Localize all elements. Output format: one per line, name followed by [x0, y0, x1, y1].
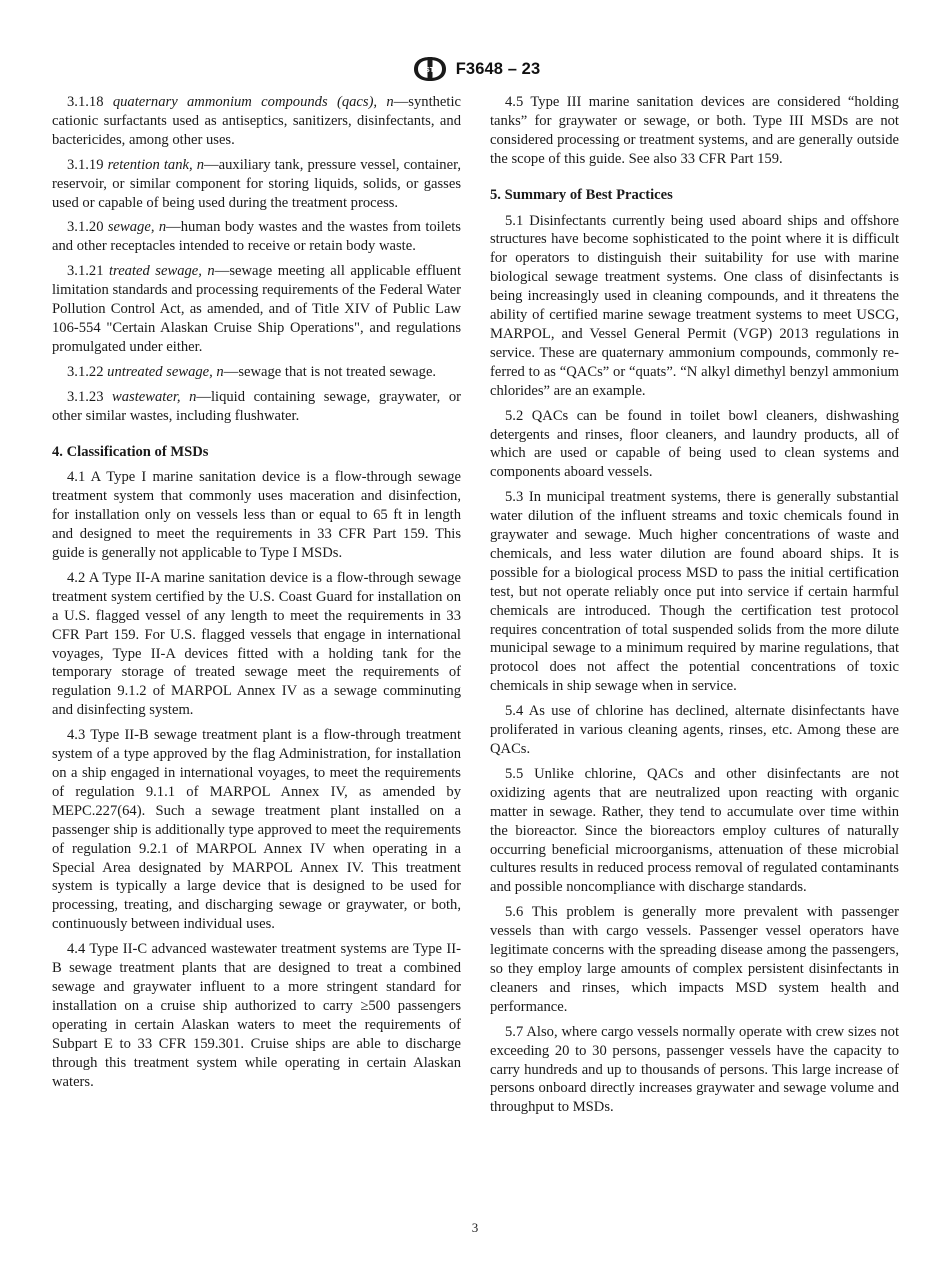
paragraph-number: 5.3: [505, 489, 524, 506]
paragraph-number: 4.5: [505, 94, 524, 110]
paragraph-text: Type II-C advanced wastewater treatment systems are Type II-B sewage treatment plants that are designed to treat a combined sewage and graywater influent to a more stringent standard for installation on a cruise ship authorized to carry ≥500 passengers operating in certain Alaskan waters to meet the requirements of Subpart E to 33 CFR 159.301. Cruise ships are able to discharge through this treatment system while operating in certain Alaskan waters.: [52, 941, 461, 1090]
paragraph-text: —synthetic cationic surfactants used as antiseptics, sanitizers, disinfectants, and bactericides, among other uses.: [52, 94, 461, 148]
paragraph-number: 3.1.18: [67, 94, 104, 110]
paragraph-text: A Type II-A marine sanitation device is a flow-through sewage treatment system certified by the U.S. Coast Guard for installation on a U.S. flagged vessel of any length to meet the requirements in 33 CFR Part 159. For U.S. flagged vessels that engage in international voyages, Type II-A devices fitted with a holding tank for the temporary storage of treated sewage meet the requirements of regulation 9.1.2 of MARPOL Annex IV as a sewage comminuting and disinfecting system.: [52, 569, 461, 719]
paragraph-number: 5.7: [505, 1023, 524, 1040]
defined-term: quaternary ammonium compounds (qacs), n: [112, 94, 394, 110]
section-paragraph: [52, 726, 461, 934]
section-paragraph: [490, 903, 899, 1016]
paragraph-number: 4.3: [67, 727, 86, 744]
section-paragraph: [490, 488, 899, 696]
definition-paragraph: [52, 93, 461, 150]
paragraph-text: As use of chlorine has declined, alternate disinfectants have proliferated in various cleaning agents, rinses, etc. Among these are QACs.: [490, 703, 900, 757]
section-paragraph: [490, 1023, 899, 1118]
section-paragraph: [52, 940, 461, 1091]
defined-term: wastewater, n: [112, 388, 197, 405]
standard-designation: F3648 – 23: [455, 59, 541, 78]
section-paragraph: [52, 468, 461, 563]
paragraph-number: 5.2: [505, 407, 524, 424]
section-paragraph: [490, 702, 899, 759]
left-column: [52, 93, 461, 1097]
paragraph-number: 5.4: [505, 703, 524, 720]
paragraph-text: —human body wastes and the wastes from toilets and other receptacles intended to receive or retain body waste.: [52, 219, 461, 255]
defined-term: untreated sewage, n: [107, 363, 224, 380]
paragraph-number: 5.1: [505, 212, 524, 229]
definition-paragraph: [52, 156, 461, 213]
paragraph-number: 4.1: [67, 469, 86, 486]
definition-paragraph: [52, 218, 461, 256]
paragraph-text: Disinfectants currently being used aboard ships and offshore structures have become sophisticated to the point where it is difficult for operators to distinguish their suitability for use with marine biological sewage treatment systems. One class of disinfectants is being increasingly used in cleaning compounds, and it threatens the ability of certified marine sewage treatment systems to meet USCG, MARPOL, and Vessel General Permit (VGP) 2013 regulations in service. These are quaternary ammonium compounds, commonly referred to as “QACs” or “quats”. “N alkyl dimethyl benzyl ammonium chlorides” are an example.: [490, 212, 899, 399]
section-paragraph: [490, 93, 899, 169]
paragraph-text: In municipal treatment systems, there is generally substantial water dilution of the influent streams and toxic chemicals found in graywater and sewage. Much higher concentrations of waste and chemicals, and less water dilution are found aboard ships. It is possible for a biological process MSD to pass the initial certification test, but not operate reliably once put into service if certain harmful chemicals are introduced. Though the certification test protocol requires concentration of total suspended solids from the more dilute municipal sewage to a minimum required by marine regulations, that protocol does not affect the potential concentrations of toxic chemicals in ship sewage when in service.: [490, 489, 899, 695]
paragraph-text: A Type I marine sanitation device is a flow-through sewage treatment system that commonly uses maceration and disinfection, for installation only on vessels less than or equal to 65 ft in length and designed to meet the requirements in 33 CFR Part 159. This guide is generally not applicable to Type I MSDs.: [52, 469, 461, 562]
paragraph-text: Type II-B sewage treatment plant is a flow-through treatment system of a type approved by the flag Administration, for installation on a ship engaged in international voyages, to meet the requirements of regulation 9.1.1 of MARPOL Annex IV, as amended by MEPC.227(64). Such a sewage treatment plant installed on a passenger ship is additionally type approved to meet the requirements of regulation 9.2.1 of MARPOL Annex IV when operating in a Special Area designated by MARPOL Annex IV. This treatment system is typically a large device that is designed to be used for processing, treating, and discharging sewage or graywater, or both, continuously between individual uses.: [52, 727, 461, 933]
paragraph-text: Type III marine sanitation devices are considered “holding tanks” for graywater or sewage, or both. Type III MSDs are not considered processing or treatment systems, and are generally outside the scope of this guide. See also 33 CFR Part 159.: [490, 94, 899, 167]
definition-paragraph: [52, 262, 461, 357]
paragraph-number: 4.4: [67, 941, 86, 958]
paragraph-text: Also, where cargo vessels normally operate with crew sizes not exceeding 20 to 30 persons, passenger vessels have the capacity to carry hundreds and up to thousands of persons. This large increase of persons onboard directly increases graywater and sewage volume and throughput to MSDs.: [490, 1023, 900, 1116]
section-heading: 4. Classification of MSDs: [52, 443, 209, 460]
section-paragraph: [490, 765, 899, 897]
astm-logo-text: ASTM: [419, 65, 441, 75]
section-paragraph: [490, 212, 899, 401]
paragraph-number: 3.1.23: [67, 388, 104, 405]
section-paragraph: [490, 407, 899, 483]
paragraph-number: 5.5: [505, 765, 524, 782]
defined-term: retention tank, n: [107, 156, 205, 173]
paragraph-text: QACs can be found in toilet bowl cleaners, dishwashing detergents and rinses, floor cleaners, and laundry products, all of which are used or capable of being used to clean systems and components aboard vessels.: [490, 407, 900, 481]
paragraph-text: —auxiliary tank, pressure vessel, container, reservoir, or similar component for storing liquids, solids, or gasses used or capable of being used during the treatment process.: [52, 156, 461, 211]
paragraph-number: 3.1.19: [67, 156, 104, 173]
defined-term: treated sewage, n: [109, 263, 215, 280]
paragraph-text: —liquid containing sewage, graywater, or other similar wastes, including flushwater.: [52, 388, 461, 424]
paragraph-number: 3.1.22: [67, 363, 104, 380]
paragraph-number: 3.1.20: [67, 219, 104, 236]
astm-logo-icon: [410, 55, 450, 83]
paragraph-number: 4.2: [67, 569, 86, 586]
section-paragraph: [52, 569, 461, 720]
page-header: [0, 54, 950, 84]
definition-paragraph: [52, 388, 461, 426]
paragraph-number: 5.6: [505, 904, 524, 921]
section-heading: 5. Summary of Best Practices: [490, 186, 673, 203]
paragraph-text: —sewage meeting all applicable effluent limitation standards and processing requirements of the Federal Water Pollution Control Act, as amended, and of Title XIV of Public Law 106-554 "Certain Alaskan Cruise Ship Operations", and regulations promulgated under either.: [52, 263, 461, 355]
paragraph-text: —sewage that is not treated sewage.: [223, 363, 437, 380]
paragraph-text: This problem is generally more prevalent with passenger vessels than with cargo vessels. Passenger vessel operators have legitimate concerns with the spreading disease among the passengers, so they employ large amounts of complex persistent disinfectants in cleaners and rinses, which impacts MSD system health and performance.: [490, 904, 899, 1015]
defined-term: sewage, n: [107, 219, 167, 236]
paragraph-number: 3.1.21: [67, 263, 104, 280]
right-column: [490, 93, 899, 1123]
paragraph-text: Unlike chlorine, QACs and other disinfectants are not oxidizing agents that are neutralized upon reacting with organic matter in sewage. Rather, they tend to accumulate over time within the bioreactor. Since the bioreactors employ cultures of naturally occurring beneficial microorganisms, attenuation of these microbial cultures results in reduced process removal of regulated contaminants and possible noncompliance with discharge standards.: [490, 765, 899, 896]
page-number: 3: [471, 1220, 479, 1235]
definition-paragraph: [52, 363, 461, 382]
